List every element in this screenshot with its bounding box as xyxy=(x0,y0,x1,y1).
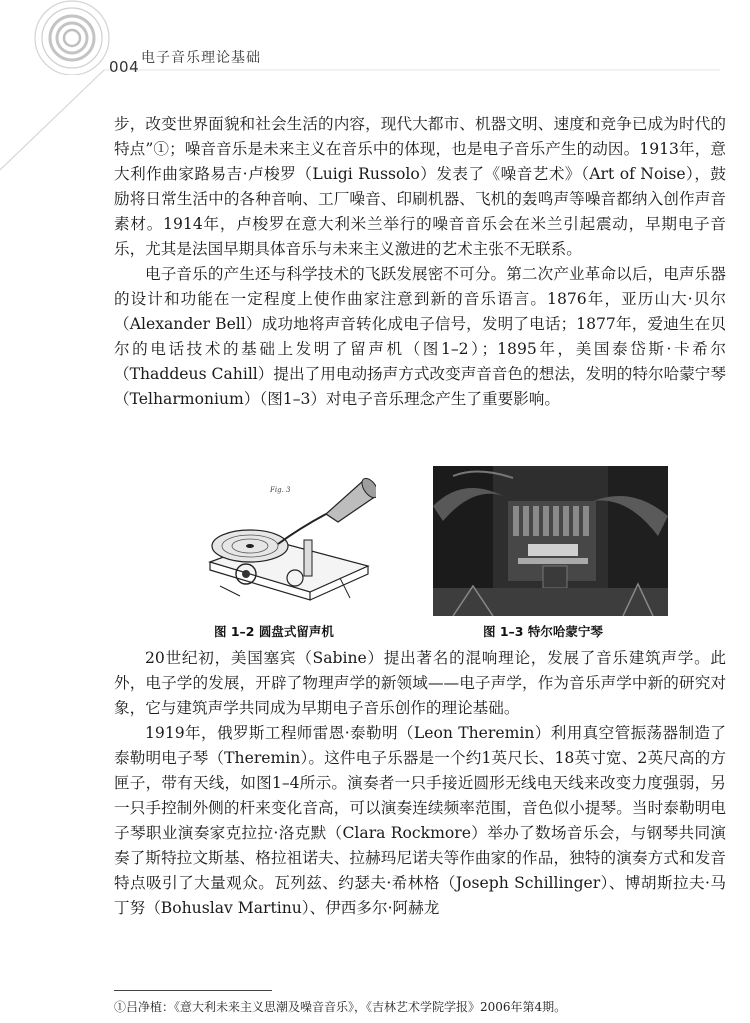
body-text-lower xyxy=(114,646,726,921)
figure-caption-1-2: 图 1–2 圆盘式留声机 xyxy=(214,624,334,639)
footnote: ①吕净植：《意大利未来主义思潮及噪音音乐》，《吉林艺术学院学报》2006年第4期。 xyxy=(114,1000,567,1014)
paragraph: 电子音乐的产生还与科学技术的飞跃发展密不可分。第二次产业革命以后，电声乐器的设计和功能在一定程度上使作曲家注意到新的音乐语言。1876年，亚历山大·贝尔（Alexander Bell）成功地将声音转化成电子信号，发明了电话；1877年，爱迪生在贝尔的电话技术的基础上发明了留声机（图1–2）；1895年，美国泰岱斯·卡希尔（Thaddeus Cahill）提出了用电动扬声方式改变声音音色的想法，发明的特尔哈蒙宁琴（Telharmonium）（图1–3）对电子音乐理念产生了重要影响。 xyxy=(114,265,726,408)
paragraph: 20世纪初，美国塞宾（Sabine）提出著名的混响理论，发展了音乐建筑声学。此外，电子学的发展，开辟了物理声学的新领域——电子声学，作为音乐声学中新的研究对象，它与建筑声学共同成为早期电子音乐创作的理论基础。 xyxy=(114,649,726,717)
body-text-upper xyxy=(114,112,726,412)
paragraph: 步，改变世界面貌和社会生活的内容，现代大都市、机器文明、速度和竞争已成为时代的特点”①；噪音音乐是未来主义在音乐中的体现，也是电子音乐产生的动因。1913年，意大利作曲家路易吉·卢梭罗（Luigi Russolo）发表了《噪音艺术》（Art of Noise），鼓励将日常生活中的各种音响、工厂噪音、印刷机器、飞机的轰鸣声等噪音都纳入创作声音素材。1914年，卢梭罗在意大利米兰举行的噪音音乐会在米兰引起震动，早期电子音乐，尤其是法国早期具体音乐与未来主义激进的艺术主张不无联系。 xyxy=(114,115,726,258)
gramophone-illustration xyxy=(200,474,376,609)
figure-hand-label: Fig. 3 xyxy=(270,486,291,494)
figure-caption-1-3: 图 1–3 特尔哈蒙宁琴 xyxy=(483,624,603,639)
telharmonium-photo xyxy=(433,466,668,616)
footnote-divider xyxy=(114,990,272,991)
paragraph: 1919年，俄罗斯工程师雷恩·泰勒明（Leon Theremin）利用真空管振荡器制造了泰勒明电子琴（Theremin）。这件电子乐器是一个约1英尺长、18英寸宽、2英尺高的方匣子，带有天线，如图1–4所示。演奏者一只手接近圆形无线电天线来改变力度强弱，另一只手控制外侧的杆来变化音高，可以演奏连续频率范围，音色似小提琴。当时泰勒明电子琴职业演奏家克拉拉·洛克默（Clara Rockmore）举办了数场音乐会，与钢琴共同演奏了斯特拉文斯基、格拉祖诺夫、拉赫玛尼诺夫等作曲家的作品，独特的演奏方式和发音特点吸引了大量观众。瓦列兹、约瑟夫·希林格（Joseph Schillinger）、博胡斯拉夫·马丁努（Bohuslav Martinu）、伊西多尔·阿赫龙 xyxy=(114,724,726,917)
running-header-title: 电子音乐理论基础 xyxy=(141,50,261,66)
concentric-circles-icon xyxy=(22,0,122,75)
page-number: 004 xyxy=(109,58,140,76)
